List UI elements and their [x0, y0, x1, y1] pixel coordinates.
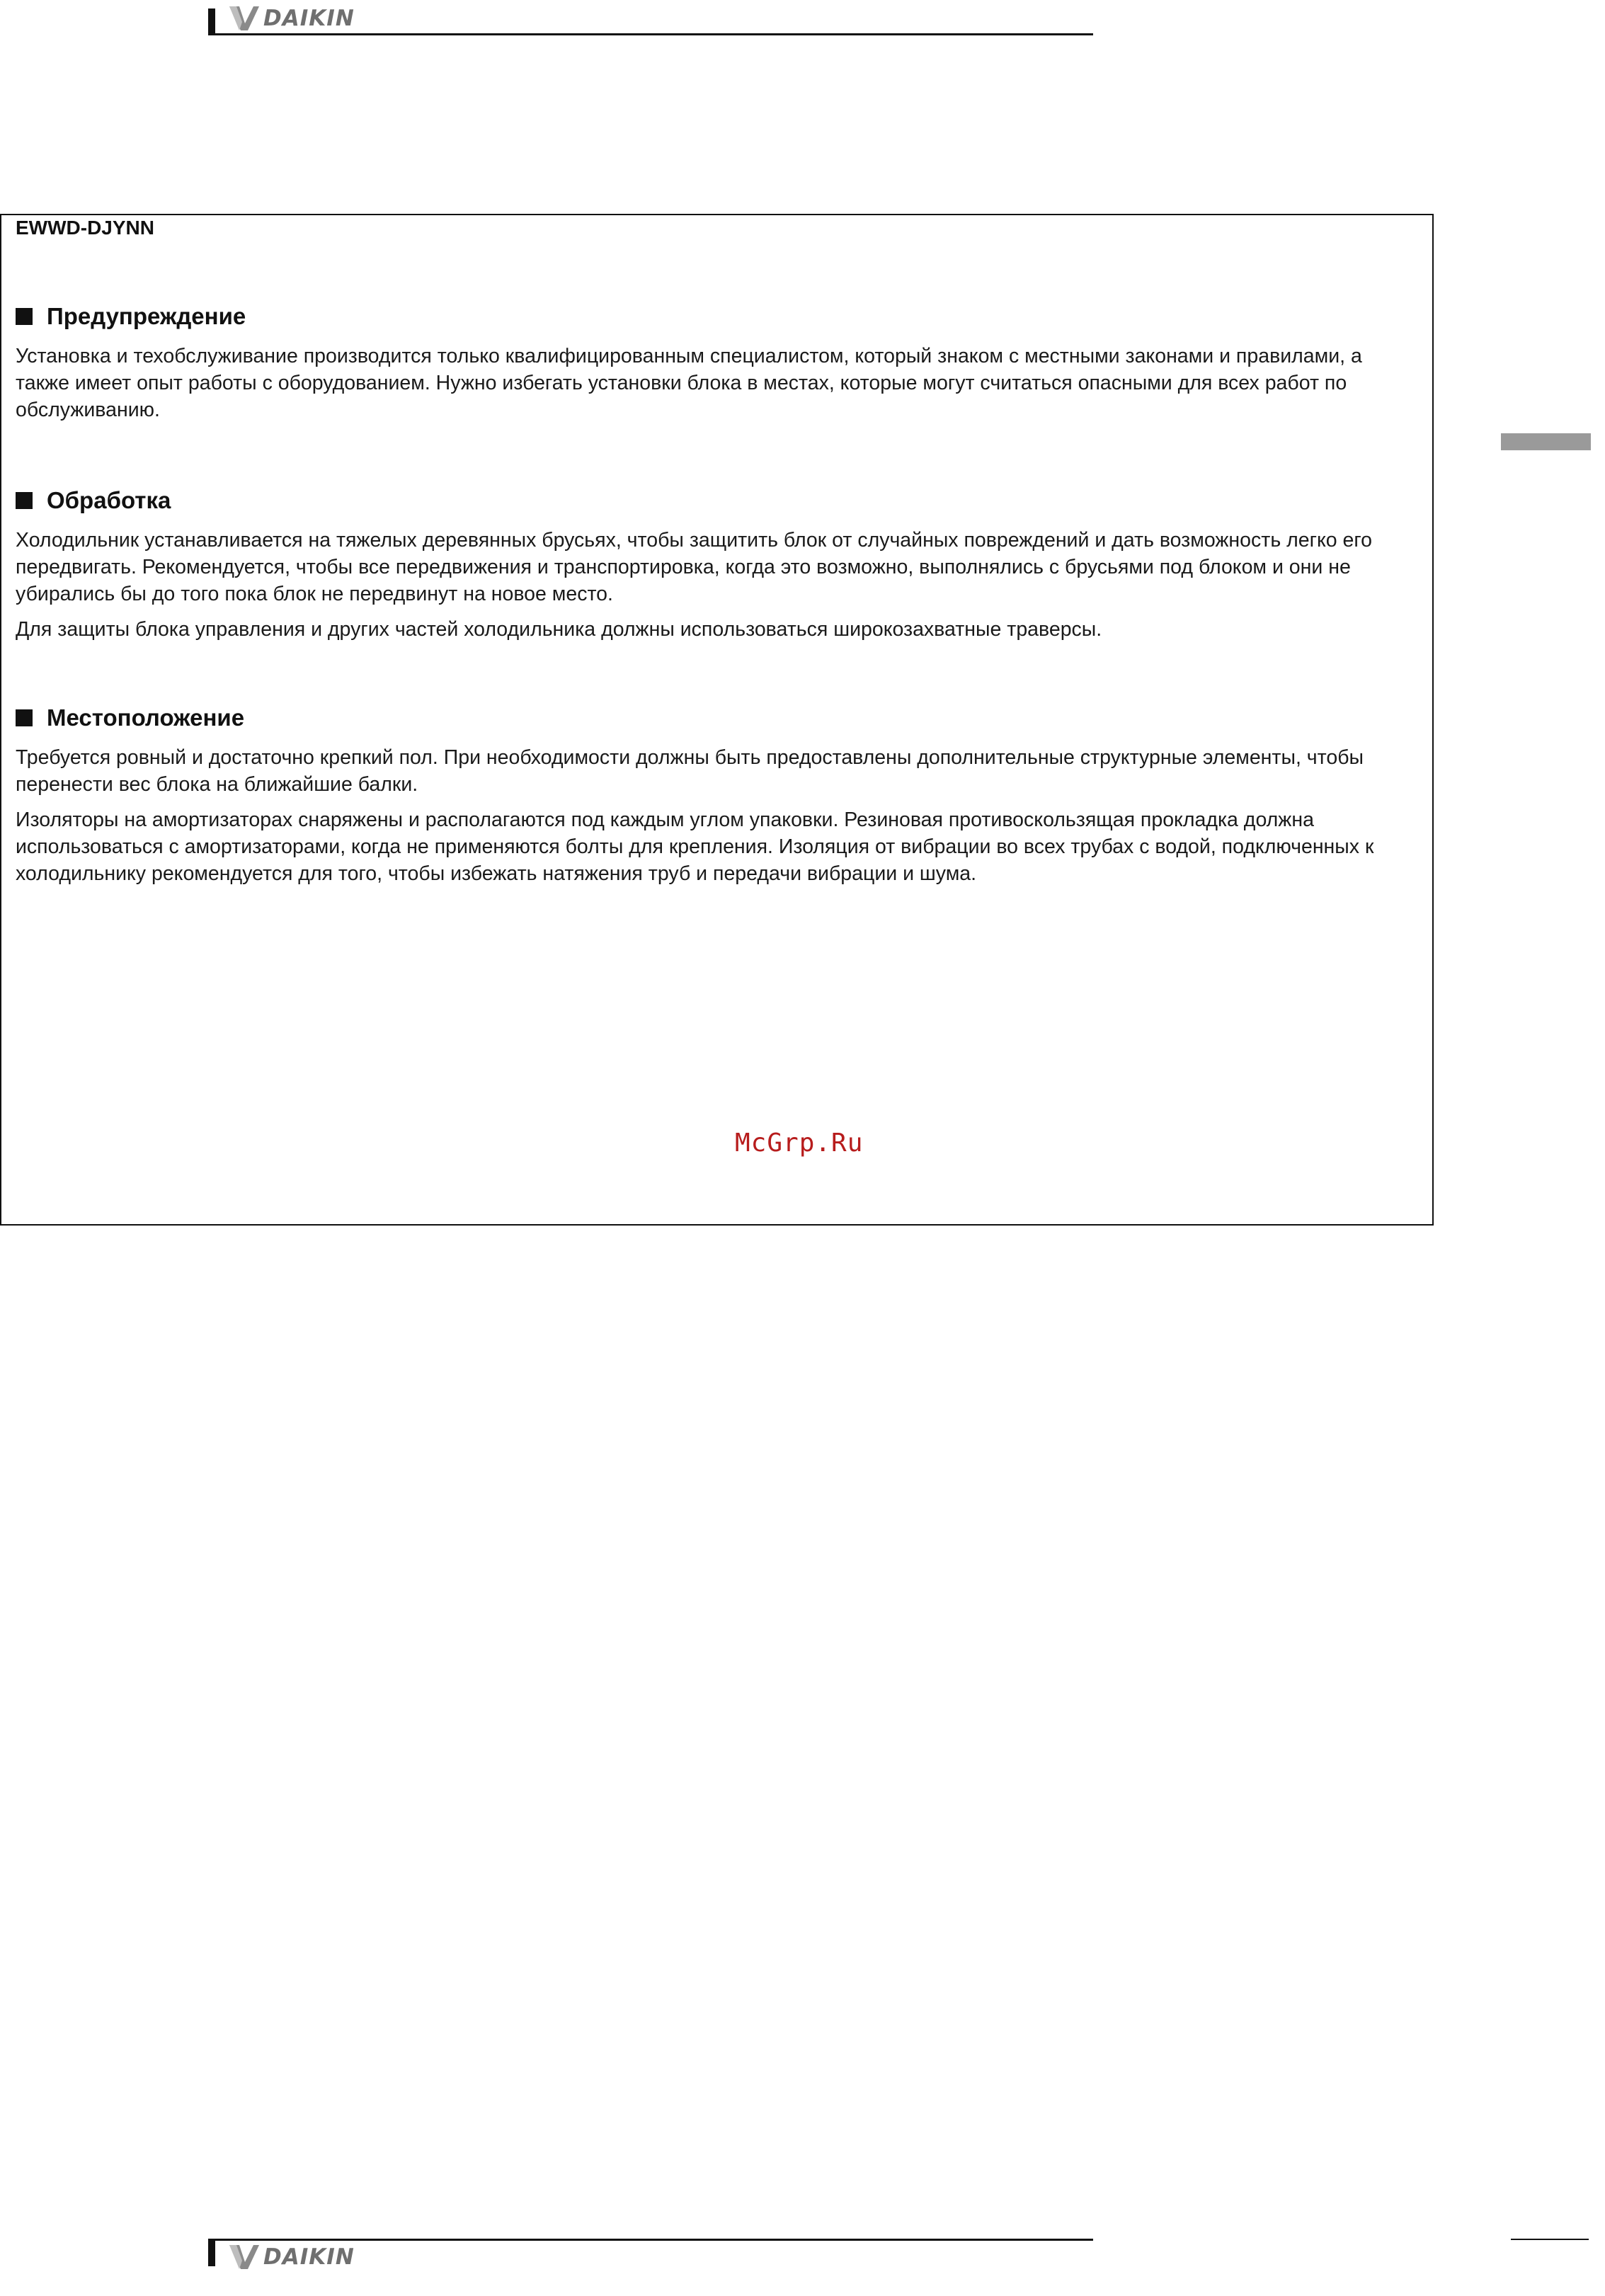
page-header [208, 0, 1093, 35]
section-heading [16, 704, 1421, 731]
header-tick [208, 8, 215, 34]
daikin-logo [229, 2243, 355, 2271]
footer-rule [208, 2239, 1093, 2241]
section-location [16, 704, 1421, 896]
section-heading [16, 487, 1421, 514]
section-title: Местоположение [47, 704, 245, 731]
section-heading [16, 303, 1421, 330]
footer-side-rule [1511, 2239, 1589, 2240]
paragraph: Холодильник устанавливается на тяжелых деревянных брусьях, чтобы защитить блок от случайных повреждений и дать возможность легко его передвигать. Рекомендуется, чтобы все передвижения и транспортировка, когда это возможно, выполнялись с брусьями под блоком и они не убирались бы до того пока блок не передвинут на новое место. [16, 529, 1372, 605]
section-handling [16, 487, 1421, 651]
chapter-tab-marker [1501, 433, 1591, 450]
model-label: EWWD-DJYNN [16, 217, 154, 239]
watermark-link[interactable]: McGrp.Ru [735, 1129, 864, 1158]
logo-text: DAIKIN [263, 2244, 355, 2270]
paragraph: Требуется ровный и достаточно крепкий пол. При необходимости должны быть предоставлены дополнительные структурные элементы, чтобы перенести вес блока на ближайшие балки. [16, 746, 1364, 796]
bullet-square-icon [16, 492, 33, 509]
daikin-logo [229, 4, 355, 33]
page-footer [208, 2239, 1093, 2274]
header-rule [208, 33, 1093, 35]
paragraph: Установка и техобслуживание производится только квалифицированным специалистом, который знаком с местными законами и правилами, а также имеет опыт работы с оборудованием. Нужно избегать установки блока в местах, которые могут считаться опасными для всех работ по обслуживанию. [16, 345, 1362, 421]
paragraph: Изоляторы на амортизаторах снаряжены и располагаются под каждым углом упаковки. Резиновая противоскользящая прокладка должна использоваться с амортизаторами, когда не применяются болты для крепления. Изоляция от вибрации во всех трубах с водой, подключенных к холодильнику рекомендуется для того, чтобы избежать натяжения труб и передачи вибрации и шума. [16, 809, 1374, 885]
section-title: Предупреждение [47, 303, 246, 329]
bullet-square-icon [16, 709, 33, 726]
paragraph: Для защиты блока управления и других частей холодильника должны использоваться широкозахватные траверсы. [16, 618, 1102, 641]
section-title: Обработка [47, 487, 171, 513]
section-warning [16, 303, 1421, 432]
footer-tick [208, 2241, 215, 2266]
daikin-logo-icon [229, 6, 259, 30]
bullet-square-icon [16, 308, 33, 325]
daikin-logo-icon [229, 2245, 259, 2269]
logo-text: DAIKIN [263, 6, 355, 31]
